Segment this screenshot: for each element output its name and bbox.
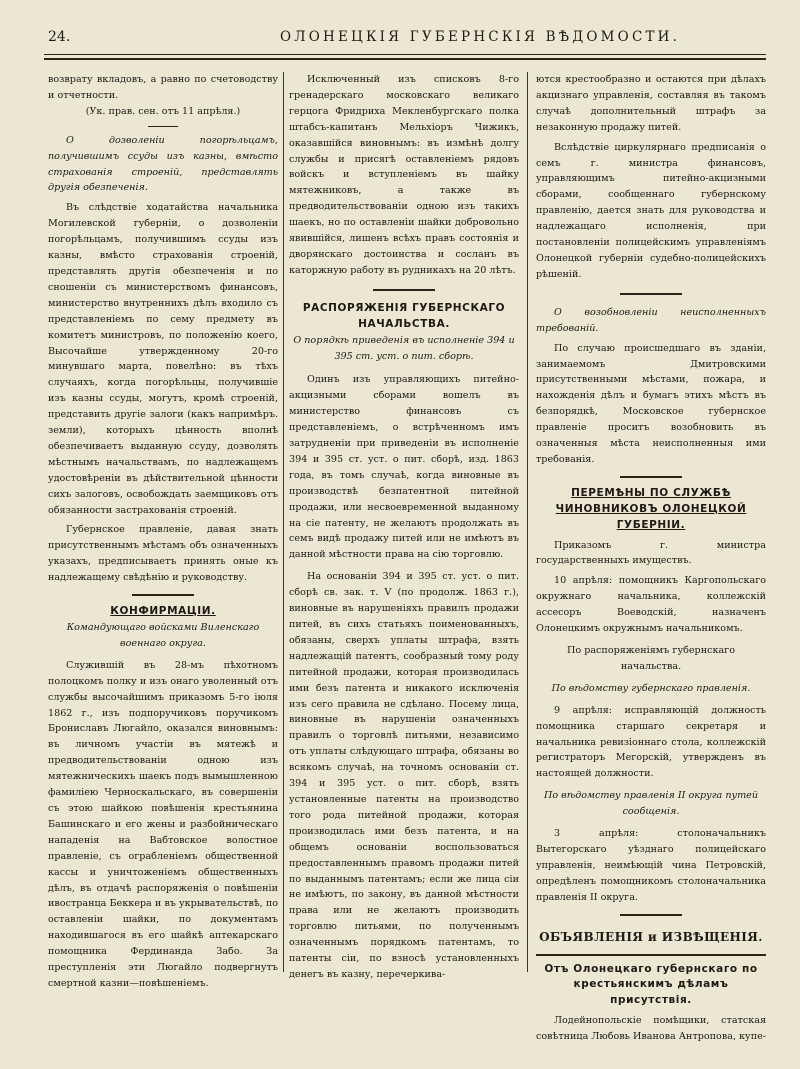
article-body-government: Губернское правленіе, давая знать присутственнымъ мѣстамъ объ означенныхъ указахъ, предписываетъ принять оные къ надлежащему свѣдѣнію и руководству.: [48, 524, 278, 584]
header-rule-bottom: [44, 58, 766, 60]
section-heading-confirmations: КОНФИРМАЦІИ.: [110, 605, 216, 618]
subheading-provincial-board: По вѣдомству губернскаго правленія.: [551, 682, 751, 694]
subheading-vilna-district: Командующаго войсками Виленскаго военнаго округа.: [66, 622, 260, 649]
article-body-lyugailo: Служившій въ 28-мъ пѣхотномъ полоцкомъ полку и изъ онаго уволенный отъ службы высочайшимъ приказомъ 5-го іюля 1862 г., изъ подпоручиковъ поручикомъ Брониславъ Люгайло, оказался виновнымъ: въ личномъ участіи въ мятежѣ и предводительствованіи одною изъ мятежническихъ шаекъ подъ вымышленною фамиліею Черноскальскаго, въ совершеніи съ этою шайкою повѣшенія крестьянина Башинскаго и его жены и разбойническаго нападенія на Вабтовское волостное правленіе, съ ограбленіемъ общественной кассы и уничтоженіемъ общественныхъ дѣлъ, въ отдачѣ распоряженія о повѣшеніи ивостранца Беккера и въ укрывательствѣ, по оставленіи шайки, по документамъ находившагося въ его шайкѣ аптекарскаго помощника Фердинанда Забо. За преступленія эти Люгайло подвергнутъ смертной казни—повѣшеніемъ.: [48, 659, 278, 989]
section-divider: [536, 954, 766, 956]
decree-source: (Ук. прав. сен. отъ 11 апрѣля.): [85, 105, 241, 117]
order-ministry: Приказомъ г. министра государственныхъ имуществъ.: [536, 539, 766, 567]
column-divider-right: [527, 72, 528, 972]
section-heading-announcements: ОБЪЯВЛЕНІЯ и ИЗВѢЩЕНІЯ.: [539, 929, 763, 944]
article-body-drink-tax-2: На основаніи 394 и 395 ст. уст. о пит. сборѣ св. зак. т. V (по продолж. 1863 г.), виновные въ нарушеніяхъ правилъ продажи питей, въ сихъ статьяхъ поименованныхъ, обязаны, сверхъ уплаты штрафа, взять надлежащій патентъ, сообразный тому роду питейной продажи, которая производилась ими безъ патента и никакого исключенія изъ сего правила не сдѣлано. Посему лица, виновные въ нарушеніи означенныхъ правилъ о торговлѣ питьями, независимо отъ уплаты слѣдующаго штрафа, обязаны во всякомъ случаѣ, на точномъ основаніи ст. 394 и 395 уст. о пит. сборѣ, взять установленные патенты на производство того рода питейной продажи, которая производилась ими безъ патента, и на общемъ основаніи воспользоваться предоставленнымъ правомъ продажи питей по выданнымъ патентамъ; если же лица сіи не имѣютъ, по закону, въ данной мѣстности права или не желаютъ производить торговлю питьями, по полученнымъ означеннымъ порядкомъ патентамъ, то патенты сіи, по взносѣ установленныхъ денегъ въ казну, перечеркива-: [289, 571, 519, 980]
subheading-ways-of-communication: По вѣдомству правленія II округа путей сообщенія.: [543, 790, 759, 818]
section-heading-orders: РАСПОРЯЖЕНІЯ ГУБЕРНСКАГО НАЧАЛЬСТВА.: [302, 301, 506, 330]
column-1: [48, 72, 278, 992]
column-divider-left: [283, 72, 284, 972]
subheading-renewal: О возобновленіи неисполненныхъ требованій.: [536, 306, 766, 334]
article-body-circular: Вслѣдствіе циркулярнаго предписанія о семъ г. министра финансовъ, управляющимъ питейно-акцизными сборами, сообщеннаго губернскому правленію, дается знать для руководства и надлежащаго исполненія, при постановленіи полицейскимъ управленіямъ Олонецкой губерніи судебно-полицейскихъ рѣшеній.: [536, 141, 766, 280]
subheading-drink-tax: О порядкѣ приведенія въ исполненіе 394 и 395 ст. уст. о пит. сборѣ.: [293, 334, 515, 362]
article-body-drink-tax: Одинъ изъ управляющихъ питейно-акцизными сборами вошелъ въ министерство финансовъ съ представленіемъ, о встрѣченномъ имъ затрудненіи при приведеніи въ исполненіе 394 и 395 ст. уст. о пит. сборѣ, изд. 1863 года, въ томъ случаѣ, когда виновные въ производствѣ безпатентной питейной продажи, или несвоевременной выданному на сіе патенту, не желаютъ продолжать въ семъ видѣ продажу питей или не имѣютъ въ данной мѣстности права на сію торговлю.: [289, 374, 519, 561]
article-body-fire-victims: Въ слѣдствіе ходатайства начальника Могилевской губерніи, о дозволеніи погорѣльцамъ, получившимъ ссуды изъ казны, вмѣсто страхованія строеній, представлять другія обезпеченія и по сношеніи съ министерствомъ финансовъ, министерство внутреннихъ дѣлъ входило съ представленіемъ по сему предмету въ комитетъ министровъ, по положенію коего, Высочайше утвержденному 20-го минувшаго марта, повелѣно: въ тѣхъ случаяхъ, когда погорѣльцы, получившіе изъ казны ссуды, могутъ, кромѣ строеній, представить другіе залоги (какъ напримѣръ. земли), которыхъ цѣнность вполнѣ обезпечиваетъ выданную ссуду, дозволять мѣстнымъ начальствамъ, по надлежащемъ удостовѣреніи въ дѣйствительной цѣнности сихъ залоговъ, освобождать заемщиковъ отъ обязанности застрахованія строеній.: [48, 202, 278, 516]
paragraph-continuation: возврату вкладовъ, а равно по счетоводству и отчетности.: [48, 74, 278, 101]
appointment-petrovsky: 3 апрѣля: столоначальникъ Вытегорскаго уѣзднаго полицейскаго управленія, неимѣющій чина Петровскій, опредѣленъ помощникомъ столоначальника правленія II округа.: [536, 828, 766, 903]
page-number: 24.: [48, 29, 71, 45]
appointment-voevodsky: 10 апрѣля: помощникъ Каргопольскаго окружнаго начальника, коллежскій ассесоръ Воеводскій, назначенъ Олонецкимъ окружнымъ начальникомъ.: [536, 575, 766, 635]
appointment-megorsky: 9 апрѣля: исправляющій должность помощника старшаго секретаря и начальника ревизіоннаго стола, коллежскій регистраторъ Мегорскій, утвержденъ въ настоящей должности.: [536, 704, 766, 780]
header-rule-top: [44, 54, 766, 55]
article-title-fire-victims: О дозволеніи погорѣльцамъ, получившимъ ссуды изъ казны, вмѣсто страхованія строеній, представлять другія обезпеченія.: [48, 134, 278, 194]
column-2: [289, 72, 519, 983]
paragraph-continuation: ются крестообразно и остаются при дѣлахъ акцизнаго управленія, составляя въ такомъ случаѣ дополнительный штрафъ за незаконную продажу питей.: [536, 74, 766, 133]
subheading-peasant-affairs: Отъ Олонецкаго губернскаго по крестьянскимъ дѣламъ присутствія.: [544, 962, 758, 1007]
newspaper-title: ОЛОНЕЦКІЯ ГУБЕРНСКІЯ ВѢДОМОСТИ.: [280, 29, 681, 45]
article-body-chizhik: Исключенный изъ списковъ 8-го гренадерскаго московскаго великаго герцога Фридриха Мекленбургскаго полка штабсъ-капитанъ Мельхіоръ Чижикъ, оказавшійся виновнымъ: въ измѣнѣ долгу службы и присягѣ оставленіемъ рядовъ войскъ и вступленіемъ въ шайку мятежниковъ, а также въ предводительствованіи одною изъ такихъ шаекъ, но по оставленіи шайки добровольно явившійся, лишенъ всѣхъ правъ состоянія и дворянскаго достоинства и сосланъ въ каторжную работу въ рудникахъ на 20 лѣтъ.: [289, 74, 519, 276]
announcement-antropova: Лодейнопольскіе помѣщики, статская совѣтница Любовь Иванова Антропова, купе-: [536, 1015, 767, 1043]
page-header: [40, 27, 765, 51]
article-body-renewal: По случаю происшедшаго въ зданіи, занимаемомъ Дмитровскими присутственными мѣстами, пожара, и нахожденія дѣлъ и бумагъ этихъ мѣстъ въ безпорядкѣ, Московское губернское правленіе проситъ возобновить въ означенныя мѣста неисполненныя ими требованія.: [536, 342, 766, 465]
section-heading-service-changes: ПЕРЕМѢНЫ ПО СЛУЖБѢ ЧИНОВНИКОВЪ ОЛОНЕЦКОЙ ГУБЕРНІИ.: [555, 486, 747, 531]
column-3: [536, 72, 766, 1045]
subheading-provincial-orders: По распоряженіямъ губернскаго начальства.: [567, 645, 735, 672]
